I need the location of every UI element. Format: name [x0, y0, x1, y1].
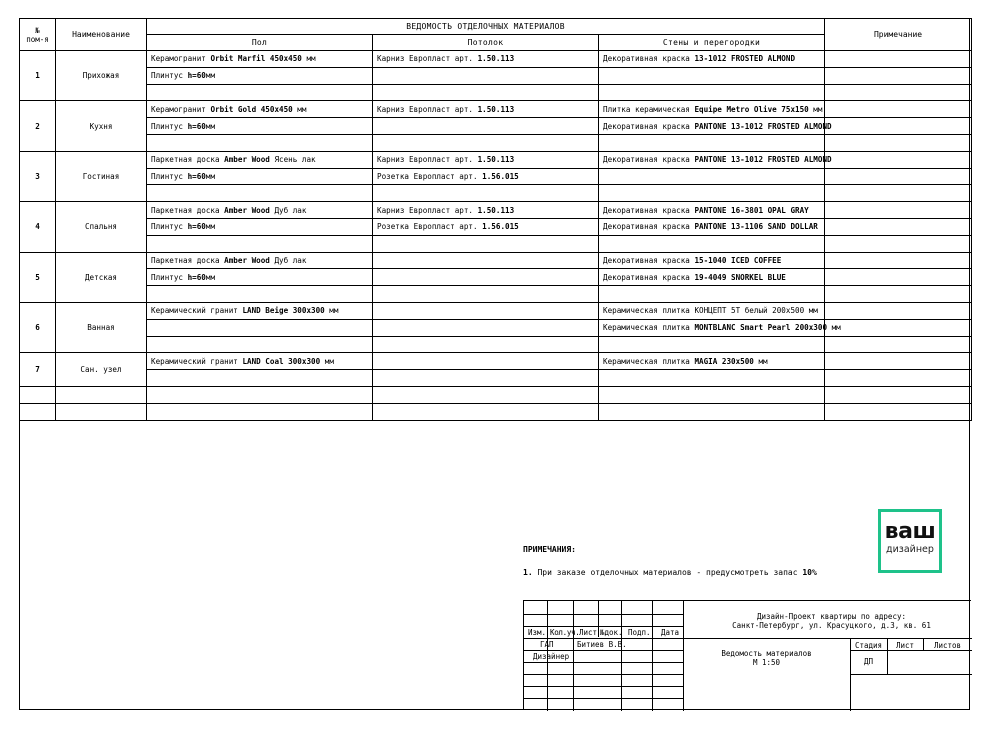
empty-row [20, 386, 972, 403]
floor-cell [147, 185, 373, 202]
note-cell [825, 185, 972, 202]
room-name: Гостиная [56, 151, 147, 201]
walls-cell [599, 134, 825, 151]
table-row [20, 218, 972, 235]
floor-cell [147, 235, 373, 252]
ceiling-cell: Розетка Европласт арт. 1.56.015 [373, 218, 599, 235]
logo-top: ваш [884, 519, 936, 544]
ceiling-cell: Розетка Европласт арт. 1.56.015 [373, 168, 599, 185]
empty-cell [147, 403, 373, 420]
stamp-designer: Дизайнер [533, 652, 570, 661]
floor-cell: Плинтус h=60мм [147, 168, 373, 185]
room-number: 3 [20, 151, 56, 201]
empty-cell [825, 403, 972, 420]
floor-cell [147, 319, 373, 336]
empty-row [20, 403, 972, 420]
note-cell [825, 134, 972, 151]
floor-cell: Паркетная доска Amber Wood Дуб лак [147, 252, 373, 269]
floor-cell: Паркетная доска Amber Wood Дуб лак [147, 202, 373, 219]
table-row [20, 185, 972, 202]
table-row [20, 101, 972, 118]
stamp-sheet-label: Лист [895, 641, 915, 650]
note-cell [825, 101, 972, 118]
note-cell [825, 235, 972, 252]
floor-cell: Плинтус h=60мм [147, 269, 373, 286]
empty-cell [20, 386, 56, 403]
stamp-h-kol: Кол.уч. [550, 628, 580, 637]
header-room-name: Наименование [56, 19, 147, 51]
header-walls: Стены и перегородки [599, 35, 825, 51]
notes-line: 1. При заказе отделочных материалов - предусмотреть запас 10% [523, 568, 817, 577]
empty-cell [373, 403, 599, 420]
note-cell [825, 151, 972, 168]
walls-cell [599, 67, 825, 84]
floor-cell [147, 134, 373, 151]
table-row [20, 151, 972, 168]
note-cell [825, 286, 972, 303]
floor-cell: Керамогранит Orbit Gold 450x450 мм [147, 101, 373, 118]
ceiling-cell [373, 134, 599, 151]
empty-cell [599, 403, 825, 420]
floor-cell: Плинтус h=60мм [147, 218, 373, 235]
ceiling-cell [373, 336, 599, 353]
stamp-h-podp: Подп. [628, 628, 651, 637]
note-cell [825, 67, 972, 84]
walls-cell: Декоративная краска PANTONE 13-1012 FROSTED ALMOND [599, 118, 825, 135]
ceiling-cell: Карниз Европласт арт. 1.50.113 [373, 101, 599, 118]
stamp-stage-value: ДП [863, 657, 874, 666]
stamp-gap: ГАП [540, 640, 554, 649]
room-name: Ванная [56, 302, 147, 352]
note-cell [825, 269, 972, 286]
ceiling-cell [373, 252, 599, 269]
floor-cell [147, 286, 373, 303]
floor-cell: Керамический гранит LAND Beige 300x300 мм [147, 302, 373, 319]
note-cell [825, 51, 972, 68]
walls-cell: Декоративная краска 15-1040 ICED COFFEE [599, 252, 825, 269]
header-note: Примечание [825, 19, 972, 51]
stamp-scale: М 1:50 [752, 658, 781, 667]
ceiling-cell [373, 370, 599, 387]
ceiling-cell [373, 67, 599, 84]
ceiling-cell [373, 235, 599, 252]
table-row [20, 370, 972, 387]
table-row [20, 118, 972, 135]
note-cell [825, 336, 972, 353]
room-number: 7 [20, 353, 56, 387]
stamp-h-date: Дата [661, 628, 680, 637]
walls-cell [599, 185, 825, 202]
floor-cell [147, 84, 373, 101]
table-row [20, 134, 972, 151]
table-row [20, 67, 972, 84]
empty-cell [373, 386, 599, 403]
stamp-stage-label: Стадия [854, 641, 883, 650]
logo-bottom: дизайнер [886, 544, 934, 555]
note-cell [825, 370, 972, 387]
walls-cell: Плитка керамическая Equipe Metro Olive 75x150 мм [599, 101, 825, 118]
note-cell [825, 118, 972, 135]
floor-cell: Керамический гранит LAND Coal 300x300 мм [147, 353, 373, 370]
brand-logo [878, 509, 942, 573]
empty-cell [20, 403, 56, 420]
room-number: 4 [20, 202, 56, 252]
walls-cell: Декоративная краска PANTONE 16-3801 OPAL GRAY [599, 202, 825, 219]
table-row [20, 168, 972, 185]
walls-cell: Декоративная краска 19-4049 SNORKEL BLUE [599, 269, 825, 286]
table-row [20, 269, 972, 286]
table-row [20, 252, 972, 269]
room-name: Спальня [56, 202, 147, 252]
room-number: 6 [20, 302, 56, 352]
floor-cell: Керамогранит Orbit Marfil 450x450 мм [147, 51, 373, 68]
note-cell [825, 202, 972, 219]
walls-cell [599, 286, 825, 303]
empty-cell [56, 386, 147, 403]
table-row [20, 319, 972, 336]
stamp-h-list: Лист [579, 628, 598, 637]
ceiling-cell [373, 286, 599, 303]
empty-cell [825, 386, 972, 403]
floor-cell: Плинтус h=60мм [147, 67, 373, 84]
ceiling-cell: Карниз Европласт арт. 1.50.113 [373, 202, 599, 219]
notes-title: ПРИМЕЧАНИЯ: [523, 545, 576, 554]
walls-cell: Декоративная краска 13-1012 FROSTED ALMOND [599, 51, 825, 68]
stamp-doc-title: Ведомость материалов [721, 649, 812, 658]
note-cell [825, 302, 972, 319]
header-materials-group: ВЕДОМОСТЬ ОТДЕЛОЧНЫХ МАТЕРИАЛОВ [147, 19, 825, 35]
walls-cell: Керамическая плитка КОНЦЕПТ 5Т белый 200x500 мм [599, 302, 825, 319]
room-number: 1 [20, 51, 56, 101]
note-cell [825, 84, 972, 101]
empty-cell [599, 386, 825, 403]
empty-cell [147, 386, 373, 403]
room-name: Кухня [56, 101, 147, 151]
ceiling-cell: Карниз Европласт арт. 1.50.113 [373, 151, 599, 168]
ceiling-cell [373, 353, 599, 370]
room-number: 2 [20, 101, 56, 151]
room-name: Прихожая [56, 51, 147, 101]
stamp-gap-name: Битиев В.В. [577, 640, 627, 649]
floor-cell [147, 370, 373, 387]
note-cell [825, 353, 972, 370]
walls-cell: Керамическая плитка MAGIA 230x500 мм [599, 353, 825, 370]
walls-cell [599, 370, 825, 387]
table-row [20, 51, 972, 68]
ceiling-cell [373, 302, 599, 319]
floor-cell [147, 336, 373, 353]
notes-block [523, 545, 817, 577]
walls-cell: Керамическая плитка MONTBLANC Smart Pearl 200x300 мм [599, 319, 825, 336]
note-cell [825, 252, 972, 269]
room-name: Детская [56, 252, 147, 302]
room-number: 5 [20, 252, 56, 302]
stamp-h-izm: Изм. [528, 628, 547, 637]
walls-cell [599, 235, 825, 252]
table-row [20, 84, 972, 101]
stamp-h-doc: №док. [600, 628, 623, 637]
table-row [20, 336, 972, 353]
table-row [20, 302, 972, 319]
table-row [20, 353, 972, 370]
materials-table [19, 18, 972, 421]
stamp-sheets-label: Листов [933, 641, 962, 650]
walls-cell: Декоративная краска PANTONE 13-1012 FROSTED ALMOND [599, 151, 825, 168]
header-ceiling: Потолок [373, 35, 599, 51]
table-row [20, 202, 972, 219]
ceiling-cell [373, 269, 599, 286]
ceiling-cell [373, 84, 599, 101]
floor-cell: Паркетная доска Amber Wood Ясень лак [147, 151, 373, 168]
stamp-project-line2: Санкт-Петербург, ул. Красуцкого, д.3, кв. 61 [732, 621, 931, 630]
header-floor: Пол [147, 35, 373, 51]
header-room-number: № пом-я [20, 19, 56, 51]
walls-cell [599, 336, 825, 353]
floor-cell: Плинтус h=60мм [147, 118, 373, 135]
ceiling-cell [373, 185, 599, 202]
table-row [20, 235, 972, 252]
note-cell [825, 168, 972, 185]
empty-cell [56, 403, 147, 420]
ceiling-cell [373, 118, 599, 135]
walls-cell [599, 84, 825, 101]
table-row [20, 286, 972, 303]
walls-cell [599, 168, 825, 185]
ceiling-cell [373, 319, 599, 336]
note-cell [825, 218, 972, 235]
room-name: Сан. узел [56, 353, 147, 387]
stamp-project-line1: Дизайн-Проект квартиры по адресу: [756, 612, 906, 621]
ceiling-cell: Карниз Европласт арт. 1.50.113 [373, 51, 599, 68]
title-block [523, 600, 971, 710]
walls-cell: Декоративная краска PANTONE 13-1106 SAND DOLLAR [599, 218, 825, 235]
note-cell [825, 319, 972, 336]
